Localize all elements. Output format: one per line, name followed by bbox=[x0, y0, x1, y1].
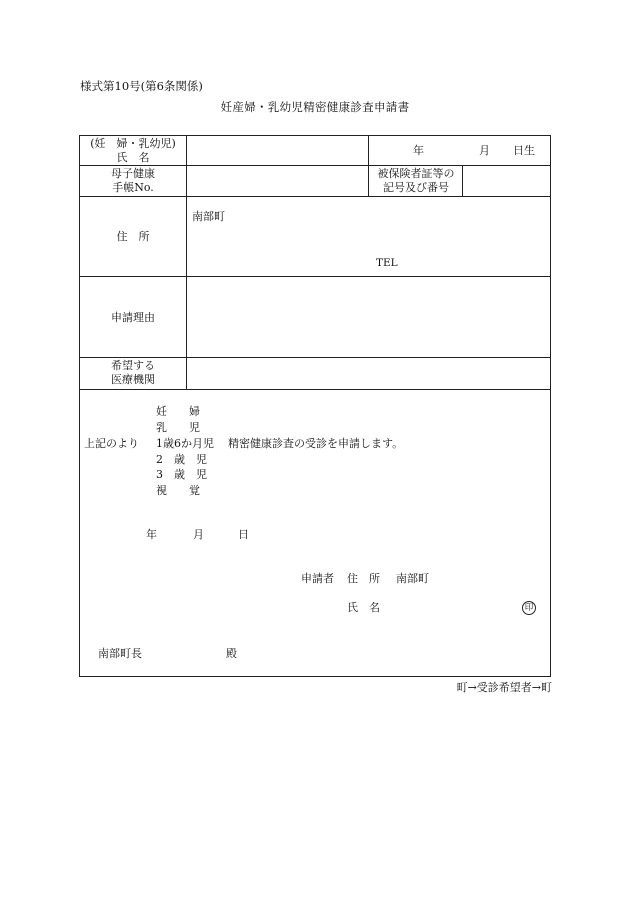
honorific: 殿 bbox=[226, 647, 237, 660]
form-number: 様式第10号(第6条関係) bbox=[80, 79, 203, 93]
row-divider bbox=[80, 357, 550, 358]
row-divider bbox=[80, 165, 550, 166]
date-year-label: 年 bbox=[146, 528, 157, 541]
handbook-number-label: 母子健康 手帳No. bbox=[111, 167, 155, 194]
row-divider bbox=[80, 196, 550, 197]
seal-mark: 印 bbox=[522, 601, 536, 615]
label-column-divider bbox=[186, 136, 187, 389]
column-divider bbox=[462, 165, 463, 196]
date-day-label: 日 bbox=[238, 528, 249, 541]
row-divider bbox=[80, 389, 550, 390]
tel-label: TEL bbox=[376, 257, 398, 269]
birth-day-label: 日生 bbox=[513, 144, 535, 157]
applicant-name-label: 氏 名 bbox=[347, 601, 380, 614]
addressee: 南部町長 bbox=[98, 647, 142, 660]
applicant-address-label: 住 所 bbox=[347, 572, 380, 585]
application-lead: 上記のより bbox=[84, 437, 139, 450]
row-divider bbox=[80, 276, 550, 277]
application-statement: 精密健康診査の受診を申請します。 bbox=[228, 437, 404, 450]
subject-option-18-months: 1歳6か月児 bbox=[156, 437, 214, 450]
routing-note: 町→受診希望者→町 bbox=[456, 681, 552, 694]
address-label: 住 所 bbox=[116, 230, 150, 243]
applicant-label: 申請者 bbox=[301, 572, 334, 585]
address-town: 南部町 bbox=[192, 210, 225, 223]
subject-option-pregnant: 妊 婦 bbox=[156, 405, 200, 418]
hospital-label: 希望する 医療機関 bbox=[111, 359, 155, 386]
reason-label: 申請理由 bbox=[111, 311, 155, 324]
subject-option-2-years: 2 歳 児 bbox=[156, 453, 207, 466]
column-divider bbox=[368, 136, 369, 196]
subject-option-3-years: 3 歳 児 bbox=[156, 468, 207, 481]
name-label: (妊 婦・乳幼児) 氏 名 bbox=[90, 137, 176, 164]
date-month-label: 月 bbox=[193, 528, 204, 541]
applicant-town: 南部町 bbox=[396, 572, 429, 585]
insurance-number-label: 被保険者証等の 記号及び番号 bbox=[377, 167, 455, 194]
subject-option-vision: 視 覚 bbox=[156, 484, 200, 497]
application-form-table bbox=[79, 135, 551, 677]
subject-option-infant: 乳 児 bbox=[156, 421, 200, 434]
form-title: 妊産婦・乳幼児精密健康診査申請書 bbox=[220, 100, 410, 114]
birth-year-label: 年 bbox=[413, 144, 424, 157]
birth-month-label: 月 bbox=[479, 144, 490, 157]
